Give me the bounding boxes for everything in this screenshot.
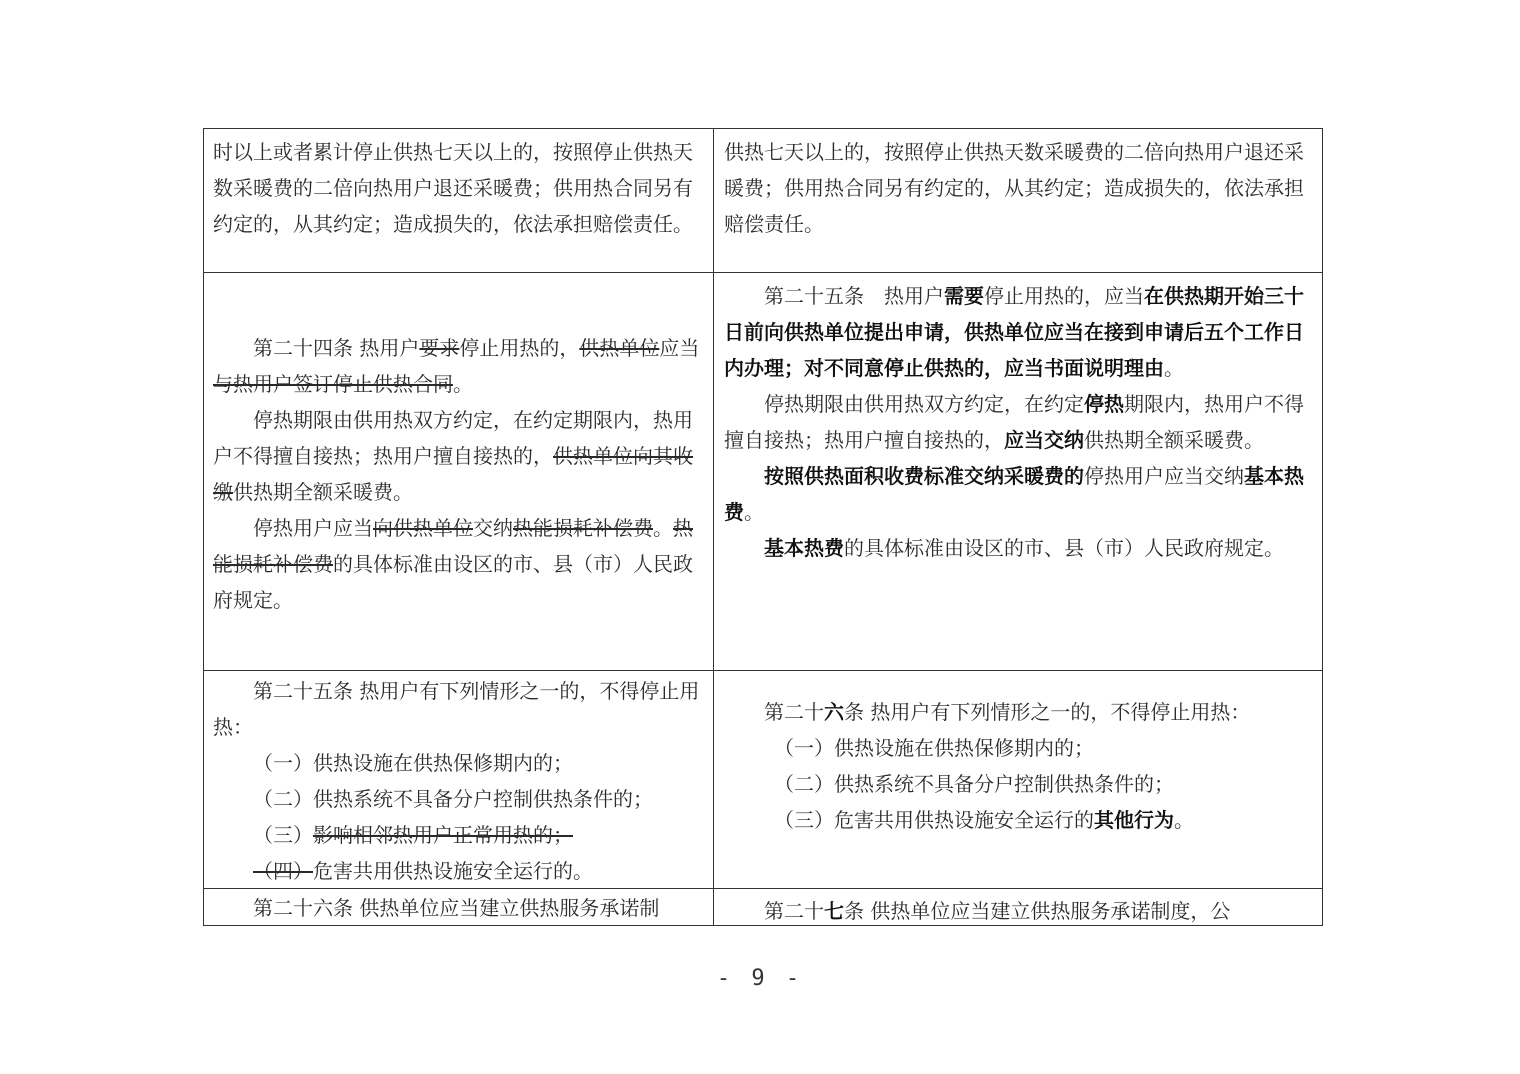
paragraph: 时以上或者累计停止供热七天以上的，按照停止供热天数采暖费的二倍向热用户退还采暖费；供用热合同另有约定的，从其约定；造成损失的，依法承担赔偿责任。 [213,140,693,236]
table-border-bottom [203,925,1323,926]
row-divider [203,670,1323,671]
article-paragraph: 第二十七条 供热单位应当建立供热服务承诺制度，公 [764,899,1231,923]
article-paragraph: 按照供热面积收费标准交纳采暖费的停热用户应当交纳基本热费。 [724,464,1304,524]
added-text: 六 [824,700,844,724]
article-paragraph: 第二十五条 热用户有下列情形之一的，不得停止用热： [213,679,700,739]
deleted-text: 供热单位 [579,336,660,360]
list-item: （三）危害共用供热设施安全运行的其他行为。 [774,808,1194,832]
table-cell-original [213,891,705,925]
table-cell-original [213,330,705,666]
deleted-text: 影响相邻热用户正常用热的； [313,823,573,847]
table-cell-revised [724,134,1314,270]
added-text: 基本热费 [724,464,1304,524]
added-text: 停热 [1084,392,1124,416]
article-paragraph: 第二十六条 热用户有下列情形之一的，不得停止用热： [764,700,1251,724]
table-cell-revised [724,894,1314,925]
table-border-top [203,128,1323,129]
article-paragraph: 停热期限由供用热双方约定，在约定期限内，热用户不得擅自接热；热用户擅自接热的，供热单位向其收缴供热期全额采暖费。 [213,408,693,504]
added-text: 基本热费 [764,536,844,560]
table-border-right [1322,128,1323,926]
article-paragraph: 停热用户应当向供热单位交纳热能损耗补偿费。热能损耗补偿费的具体标准由设区的市、县（市）人民政府规定。 [213,516,693,612]
deleted-text: 热能损耗补偿费 [213,516,693,576]
list-item: （四）危害共用供热设施安全运行的。 [253,859,593,883]
list-item: （三）影响相邻热用户正常用热的； [253,823,573,847]
row-divider [203,888,1323,889]
table-cell-original [213,134,705,270]
list-item: （一）供热设施在供热保修期内的； [253,751,573,775]
deleted-text: 向供热单位 [373,516,473,540]
added-text: 需要 [944,284,984,308]
list-item: （一）供热设施在供热保修期内的； [774,736,1094,760]
article-paragraph: 第二十五条 热用户需要停止用热的，应当在供热期开始三十日前向供热单位提出申请，供热单位应当在接到申请后五个工作日内办理；对不同意停止供热的，应当书面说明理由。 [724,284,1304,380]
deleted-text: 热能损耗补偿费 [513,516,653,540]
page-number: - 9 - [716,966,804,991]
table-cell-original [213,673,705,887]
deleted-text: 与热用户签订停止供热合同 [213,372,453,396]
deleted-text: 要求 [419,336,460,360]
added-text: 其他行为 [1094,808,1174,832]
table-cell-revised [724,278,1314,668]
article-paragraph: 停热期限由供用热双方约定，在约定停热期限内，热用户不得擅自接热；热用户擅自接热的，应当交纳供热期全额采暖费。 [724,392,1304,452]
article-paragraph: 基本热费的具体标准由设区的市、县（市）人民政府规定。 [764,536,1284,560]
row-divider [203,272,1323,273]
table-cell-revised [724,694,1314,886]
column-divider [713,128,714,926]
table-border-left [203,128,204,926]
added-text: 七 [824,899,844,923]
article-paragraph: 第二十四条 热用户要求停止用热的，供热单位应当与热用户签订停止供热合同。 [213,336,700,396]
added-text: 在供热期开始三十日前向供热单位提出申请，供热单位应当在接到申请后五个工作日内办理；对不同意停止供热的，应当书面说明理由 [724,284,1304,380]
list-item: （二）供热系统不具备分户控制供热条件的； [774,772,1174,796]
deleted-text: 供热单位向其收缴 [213,444,693,504]
paragraph: 供热七天以上的，按照停止供热天数采暖费的二倍向热用户退还采暖费；供用热合同另有约定的，从其约定；造成损失的，依法承担赔偿责任。 [724,140,1304,236]
deleted-text: （四） [253,859,313,883]
added-text: 应当交纳 [1004,428,1084,452]
article-paragraph: 第二十六条 供热单位应当建立供热服务承诺制 [253,896,660,920]
added-text: 按照供热面积收费标准交纳采暖费的 [764,464,1084,488]
comparison-table [203,128,1323,926]
list-item: （二）供热系统不具备分户控制供热条件的； [253,787,653,811]
